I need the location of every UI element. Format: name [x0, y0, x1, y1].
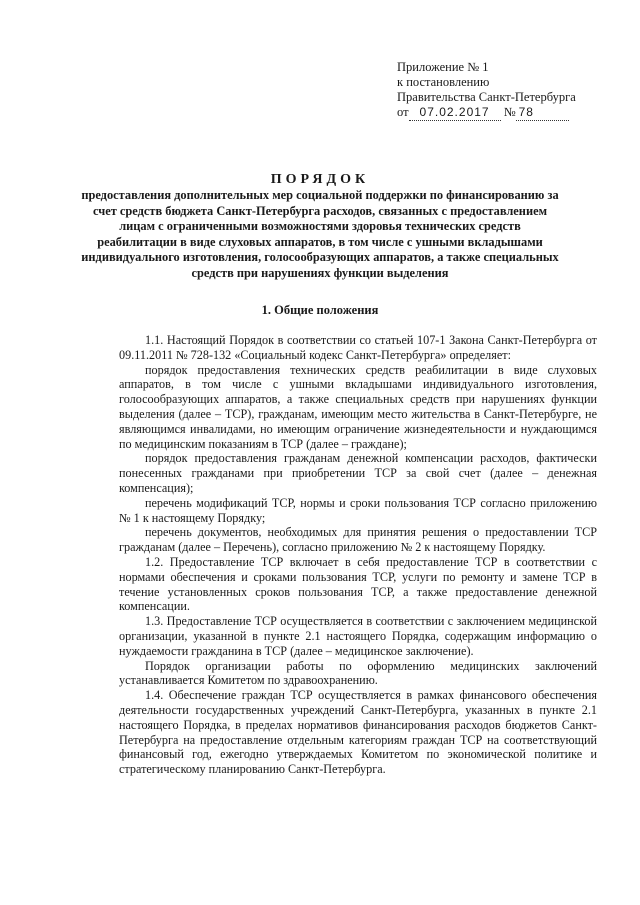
- from-label: от: [397, 105, 409, 119]
- decree-date: 07.02.2017: [409, 105, 501, 121]
- annex-block: [397, 60, 597, 121]
- paragraph: 1.3. Предоставление ТСР осуществляется в соответствии с заключением медицинской организации, указанной в пункте 2.1 настоящего Порядка, содержащим информацию о нуждаемости гражданина в ТСР (далее – медицинское заключение).: [119, 614, 597, 658]
- paragraph: перечень модификаций ТСР, нормы и сроки пользования ТСР согласно приложению № 1 к настоящему Порядку;: [119, 495, 597, 525]
- annex-date-number-row: [397, 105, 597, 121]
- decree-number: 78: [516, 105, 569, 121]
- annex-line-2: к постановлению: [397, 75, 490, 89]
- paragraph: порядок предоставления гражданам денежной компенсации расходов, фактически понесенных гражданами при приобретении ТСР за свой счет (далее – денежная компенсация);: [119, 451, 597, 495]
- annex-line-3: Правительства Санкт-Петербурга: [397, 90, 576, 104]
- number-label: №: [503, 105, 516, 119]
- paragraph: Порядок организации работы по оформлению медицинских заключений устанавливается Комитетом по здравоохранению.: [119, 658, 597, 688]
- paragraph: 1.1. Настоящий Порядок в соответствии со статьей 107-1 Закона Санкт-Петербурга от 09.11.2011 № 728-132 «Социальный кодекс Санкт-Петербурга» определяет:: [119, 333, 597, 362]
- paragraph: порядок предоставления технических средств реабилитации в виде слуховых аппаратов, в том числе с ушными вкладышами индивидуального изготовления, голосообразующих аппаратов, а также специальных средств при нарушениях функции выделения (далее – ТСР), гражданам, имеющим место жительства в Санкт-Петербурге, не являющимся инвалидами, но имеющим ограничение жизнедеятельности и нуждающимся по медицинским показаниям в ТСР (далее – граждане);: [119, 362, 597, 451]
- paragraph: 1.4. Обеспечение граждан ТСР осуществляется в рамках финансового обеспечения деятельности государственных учреждений Санкт-Петербурга, указанных в пункте 2.1 настоящего Порядка, в пределах нормативов финансирования расходов бюджетов Санкт-Петербурга на предоставление отдельным категориям граждан ТСР на соответствующий финансовый год, ежегодно утверждаемых Комитетом по экономической политике и стратегическому планированию Санкт-Петербурга.: [119, 688, 597, 777]
- document-body: [119, 333, 597, 777]
- annex-line-1: Приложение № 1: [397, 60, 489, 74]
- section-title: 1. Общие положения: [261, 303, 379, 317]
- paragraph: перечень документов, необходимых для принятия решения о предоставлении ТСР гражданам (далее – Перечень), согласно приложению № 2 к настоящему Порядку.: [119, 525, 597, 555]
- document-title: ПОРЯДОК: [270, 172, 370, 187]
- paragraph: 1.2. Предоставление ТСР включает в себя предоставление ТСР в соответствии с нормами обеспечения и сроками пользования ТСР, услуги по ремонту и замене ТСР в течение установленных сроков пользования ТСР, а также предоставление денежной компенсации.: [119, 554, 597, 614]
- document-subtitle: предоставления дополнительных мер социальной поддержки по финансированию за счет средств бюджета Санкт-Петербурга расходов, связанных с предоставлением лицам с ограниченными возможностями здоровья технических средств реабилитации в виде слуховых аппаратов, в том числе с ушными вкладышами индивидуального изготовления, голосообразующих аппаратов, а также специальных средств при нарушениях функции выделения: [81, 188, 559, 280]
